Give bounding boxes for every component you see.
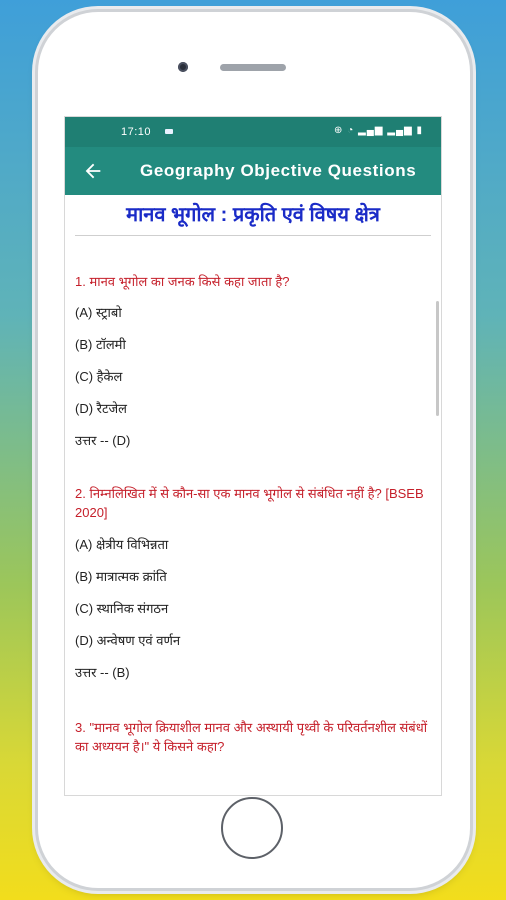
app-bar xyxy=(65,147,441,195)
question-text: 1. मानव भूगोल का जनक किसे कहा जाता है? xyxy=(75,274,290,289)
earpiece-speaker xyxy=(220,64,286,71)
answer-text: उत्तर -- (D) xyxy=(75,433,131,448)
option-b: (B) मात्रात्मक क्रांति xyxy=(75,569,167,584)
content-area[interactable] xyxy=(65,201,441,796)
option-c: (C) स्थानिक संगठन xyxy=(75,601,169,616)
back-arrow-icon[interactable] xyxy=(81,160,105,182)
option-b: (B) टॉलमी xyxy=(75,337,126,352)
option-d: (D) अन्वेषण एवं वर्णन xyxy=(75,633,181,648)
status-time: 17:10 xyxy=(121,126,152,138)
status-bar xyxy=(65,117,441,147)
front-camera xyxy=(178,62,188,72)
question-text: 2. निम्नलिखित में से कौन-सा एक मानव भूगोल से संबंधित नहीं है? [BSEB 2020] xyxy=(75,486,424,520)
notification-icon xyxy=(165,129,173,134)
app-screen xyxy=(64,116,442,796)
answer-text: उत्तर -- (B) xyxy=(75,665,130,680)
chapter-title: मानव भूगोल : प्रकृति एवं विषय क्षेत्र xyxy=(126,204,380,226)
question-block xyxy=(75,718,431,756)
option-c: (C) हैकेल xyxy=(75,369,123,384)
status-icons: ⊕ ◔ ▂▄▆ ▂▄▆ ▮ xyxy=(334,125,423,136)
question-block xyxy=(75,484,431,682)
question-text: 3. "मानव भूगोल क्रियाशील मानव और अस्थायी पृथ्वी के परिवर्तनशील संबंधों का अध्ययन है।" ये किसने कहा? xyxy=(75,720,428,754)
app-title: Geography Objective Questions xyxy=(140,161,417,180)
question-block xyxy=(75,272,431,450)
phone-frame xyxy=(38,12,470,888)
home-button[interactable] xyxy=(221,797,283,859)
option-a: (A) स्ट्राबो xyxy=(75,305,122,320)
option-d: (D) रैटजेल xyxy=(75,401,127,416)
option-a: (A) क्षेत्रीय विभिन्नता xyxy=(75,537,169,552)
divider xyxy=(75,235,431,236)
scrollbar[interactable] xyxy=(436,301,439,416)
